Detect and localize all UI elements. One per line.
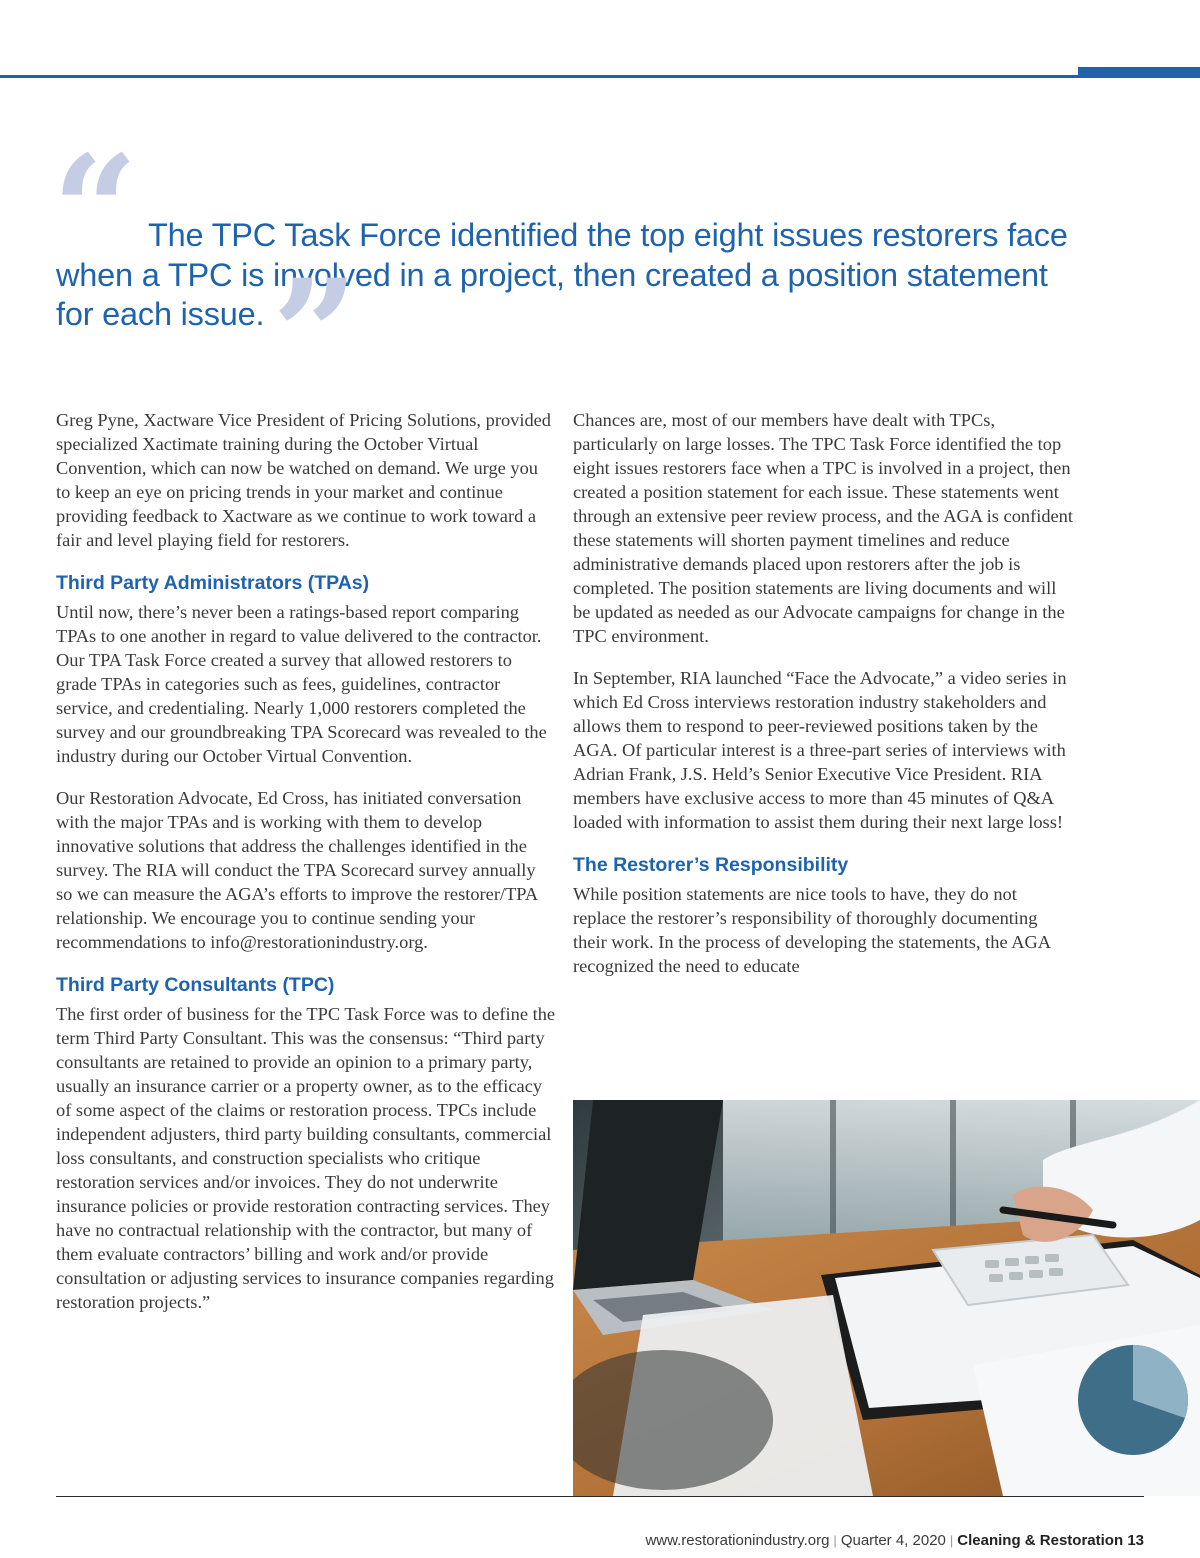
responsibility-heading: The Restorer’s Responsibility xyxy=(573,854,849,876)
pull-quote-text: The TPC Task Force identified the top eight issues restorers face when a TPC is involved in a project, then created a position statement for each issue. xyxy=(56,217,1068,332)
tpc-paragraph-1: The first order of business for the TPC Task Force was to define the term Third Party Consultant. This was the consensus: “Third party consultants are retained to provide an opinion to a primary party, usually an insurance carrier or a property owner, as to the efficacy of some aspect of the claims or restoration process. TPCs include independent adjusters, third party building consultants, commercial loss consultants, and construction specialists who critique restoration services and/or invoices. They do not underwrite insurance policies or provide restoration contracting services. They have no contractual relationship with the contractor, but many of them evaluate contractors’ billing and work and/or provide consultation or adjusting services to insurance companies regarding restoration projects.” xyxy=(56,1004,556,1312)
desk-photo xyxy=(573,1100,1200,1496)
tpa-paragraph-2: Our Restoration Advocate, Ed Cross, has initiated conversation with the major TPAs and is working with them to develop innovative solutions that address the challenges identified in the survey. The RIA will conduct the TPA Scorecard survey annually so we can measure the AGA’s efforts to improve the restorer/TPA relationship. We encourage you to continue sending your recommendations to info@restorationindustry.org. xyxy=(56,788,538,952)
left-column xyxy=(56,408,556,1314)
responsibility-paragraph: While position statements are nice tools to have, they do not replace the restorer’s responsibility of thoroughly documenting their work. In the process of developing the statements, the AGA recognized the need to educate xyxy=(573,884,1051,976)
tpa-paragraph-1: Until now, there’s never been a ratings-based report comparing TPAs to one another in regard to value delivered to the contractor. Our TPA Task Force created a survey that allowed restorers to grade TPAs in categories such as fees, guidelines, contractor service, and credentialing. Nearly 1,000 restorers completed the survey and our groundbreaking TPA Scorecard was revealed to the industry during our October Virtual Convention. xyxy=(56,602,547,766)
page-footer xyxy=(645,1532,1144,1549)
top-rule-tab xyxy=(1078,67,1200,78)
right-column xyxy=(573,408,1073,978)
tpc-heading: Third Party Consultants (TPC) xyxy=(56,974,335,996)
footer-url[interactable]: www.restorationindustry.org xyxy=(645,1532,830,1549)
tpa-heading: Third Party Administrators (TPAs) xyxy=(56,572,370,594)
close-quote-icon: ” xyxy=(272,247,359,423)
open-quote-icon: “ xyxy=(52,123,139,299)
right-paragraph-1: Chances are, most of our members have dealt with TPCs, particularly on large losses. The TPC Task Force identified the top eight issues restorers face when a TPC is involved in a project, then created a position statement for each issue. These statements went through an extensive peer review process, and the AGA is confident these statements will shorten payment timelines and reduce administrative demands placed upon restorers after the job is completed. The position statements are living documents and will be updated as needed as our Advocate campaigns for change in the TPC environment. xyxy=(573,410,1073,646)
footer-separator: | xyxy=(833,1533,837,1548)
footer-magazine: Cleaning & Restoration xyxy=(957,1532,1124,1549)
footer-separator: | xyxy=(949,1533,954,1548)
top-rule xyxy=(0,75,1078,78)
bottom-rule xyxy=(56,1496,1144,1497)
footer-issue: Quarter 4, 2020 xyxy=(840,1532,946,1549)
intro-paragraph: Greg Pyne, Xactware Vice President of Pricing Solutions, provided specialized Xactimate training during the October Virtual Convention, which can now be watched on demand. We urge you to keep an eye on pricing trends in your market and continue providing feedback to Xactware as we continue to work toward a fair and level playing field for restorers. xyxy=(56,410,552,550)
desk-photo-illustration xyxy=(573,1100,1200,1496)
pull-quote xyxy=(52,123,1096,423)
page-number: 13 xyxy=(1127,1532,1144,1549)
right-paragraph-2: In September, RIA launched “Face the Advocate,” a video series in which Ed Cross interviews restoration industry stakeholders and allows them to respond to peer-reviewed positions taken by the AGA. Of particular interest is a three-part series of interviews with Adrian Frank, J.S. Held’s Senior Executive Vice President. RIA members have exclusive access to more than 45 minutes of Q&A loaded with information to assist them during their next large loss! xyxy=(573,668,1067,832)
